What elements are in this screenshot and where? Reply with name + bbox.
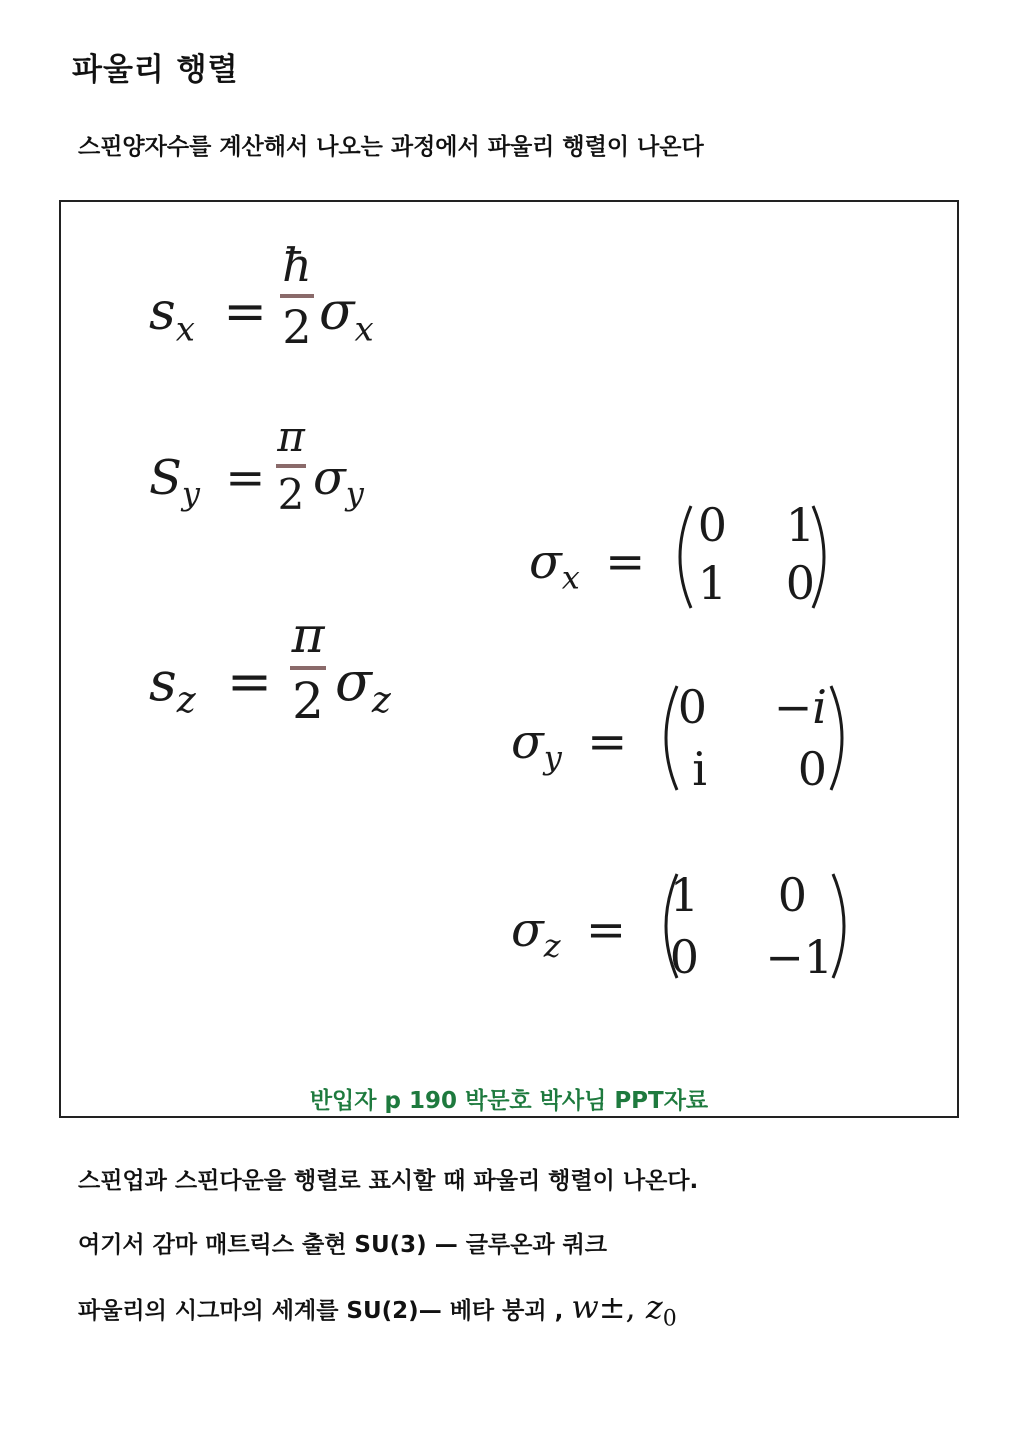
sigma-y-factor: $\sigma_y$ bbox=[313, 450, 364, 513]
fraction-z: π 2 bbox=[291, 606, 325, 730]
sigma-x-factor: $\sigma_x$ bbox=[319, 282, 374, 350]
fraction-y: π 2 bbox=[277, 412, 305, 519]
slide-box bbox=[59, 200, 959, 1118]
matrix-z-cell-12: 0 bbox=[777, 868, 807, 922]
matrix-y-cell-22: 0 bbox=[797, 742, 827, 796]
spin-equation-z: $s_z$ = bbox=[149, 650, 273, 721]
matrix-y-cell-21: i bbox=[692, 742, 707, 796]
matrix-y-cell-11: 0 bbox=[677, 680, 707, 734]
matrix-z-cell-22: −1 bbox=[765, 930, 833, 984]
spin-equation-x: $s_x$ = bbox=[149, 282, 267, 350]
note-line-3-math: w±, $z_0$ bbox=[571, 1288, 677, 1332]
right-paren-z bbox=[829, 870, 859, 982]
matrix-z-cell-11: 1 bbox=[669, 868, 699, 922]
page-title: 파울리 행렬 bbox=[72, 52, 239, 88]
note-line-3-text: 파울리의 시그마의 세계를 SU(2)— 베타 붕괴 , bbox=[78, 1298, 564, 1324]
right-paren-y bbox=[827, 682, 857, 794]
matrix-sigma-x-label: $\sigma_x$ = bbox=[529, 534, 646, 597]
matrix-x-cell-12: 1 bbox=[785, 498, 815, 552]
matrix-x-cell-21: 1 bbox=[697, 556, 727, 610]
note-line-2: 여기서 감마 매트릭스 출현 SU(3) — 글루온과 쿼크 bbox=[78, 1232, 608, 1258]
matrix-y-cell-12: −i bbox=[773, 680, 827, 734]
note-line-3 bbox=[78, 1288, 677, 1331]
fraction-x: ħ 2 bbox=[275, 242, 319, 350]
matrix-x-cell-11: 0 bbox=[697, 498, 727, 552]
intro-text: 스핀양자수를 계산해서 나오는 과정에서 파울리 행렬이 나온다 bbox=[78, 134, 704, 160]
matrix-x-cell-22: 0 bbox=[785, 556, 815, 610]
matrix-sigma-z-label: $\sigma_z$ = bbox=[511, 902, 627, 965]
note-line-1: 스핀업과 스핀다운을 행렬로 표시할 때 파울리 행렬이 나온다. bbox=[78, 1168, 699, 1194]
matrix-sigma-y-label: $\sigma_y$ = bbox=[511, 714, 628, 777]
sigma-z-factor: $\sigma_z$ bbox=[335, 650, 391, 721]
spin-equation-y: $S_y$ = bbox=[149, 450, 266, 513]
source-caption: 반입자 p 190 박문호 박사님 PPT자료 bbox=[309, 1088, 709, 1114]
matrix-z-cell-21: 0 bbox=[669, 930, 699, 984]
